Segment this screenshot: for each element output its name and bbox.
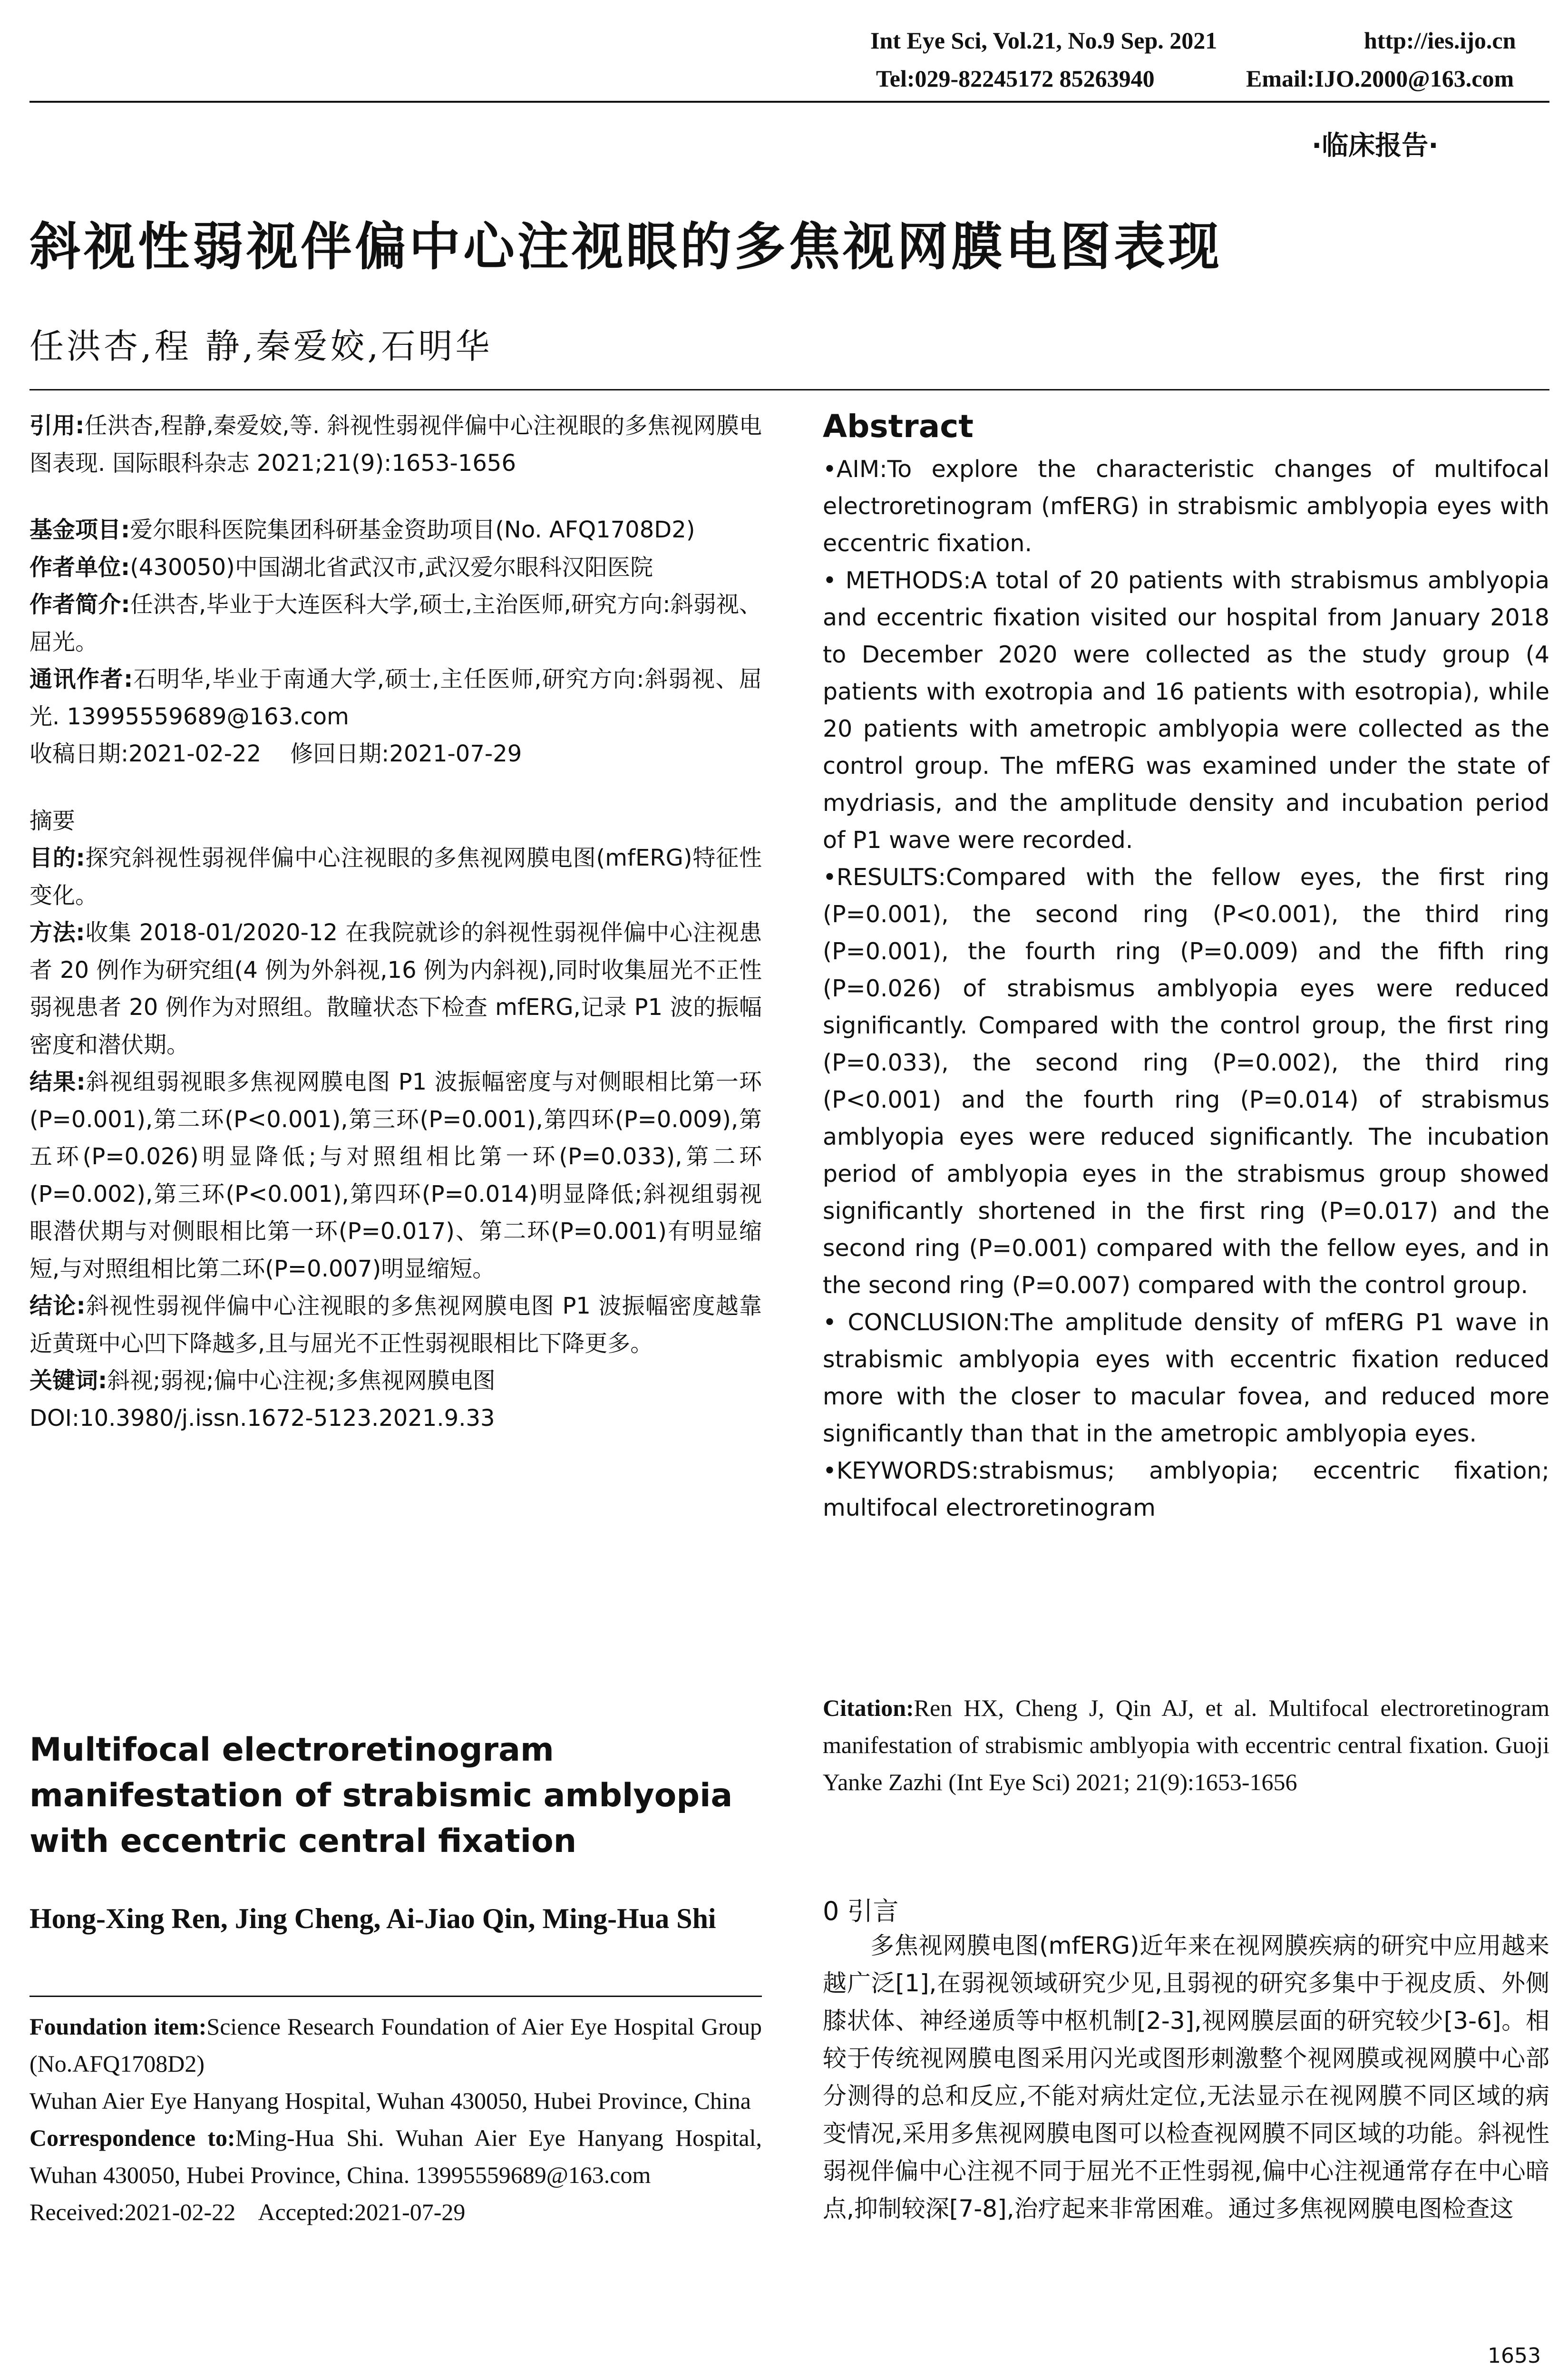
received-en: Received:2021-02-22 Accepted:2021-07-29 xyxy=(29,2199,466,2225)
abstract-heading-cn: 摘要 xyxy=(29,807,76,834)
header-rule xyxy=(29,101,1549,103)
intro-body: 多焦视网膜电图(mfERG)近年来在视网膜疾病的研究中应用越来越广泛[1],在弱视领域研究少见,且弱视的研究多集中于视皮质、外侧膝状体、神经递质等中枢机制[2-3],视网膜层面的研究较少[3-6]。相较于传统视网膜电图采用闪光或图形刺激整个视网膜或视网膜中心部分测得的总和反应,不能对病灶定位,无法显示在视网膜不同区域的病变情况,采用多焦视网膜电图可以检查视网膜不同区域的功能。斜视性弱视伴偏中心注视不同于屈光不正性弱视,偏中心注视通常存在中心暗点,抑制较深[7-8],治疗起来非常困难。通过多焦视网膜电图检查这 xyxy=(823,1932,1549,2222)
dates-cn: 收稿日期:2021-02-22 修回日期:2021-07-29 xyxy=(29,740,522,767)
conclusion-en: • CONCLUSION:The amplitude density of mfERG P1 wave in strabismic amblyopia eyes with eccentric fixation reduced more with the closer to macular fovea, and reduced more significantly than that in the ametropic amblyopia eyes. xyxy=(823,1309,1549,1447)
citation-en: Citation:Ren HX, Cheng J, Qin AJ, et al. Multifocal electroretinogram manifestation of strabismic amblyopia with eccentric central fixation. Guoji Yanke Zazhi (Int Eye Sci) 2021; 21(9):1653-1656 xyxy=(823,1695,1549,1795)
journal-tel: Tel:029-82245172 85263940 xyxy=(876,65,1155,92)
correspondence-cn: 通讯作者:石明华,毕业于南通大学,硕士,主任医师,研究方向:斜弱视、屈光. 13995559689@163.com xyxy=(29,666,762,730)
conclusion-cn: 结论:斜视性弱视伴偏中心注视眼的多焦视网膜电图 P1 波振幅密度越靠近黄斑中心凹下降越多,且与屈光不正性弱视眼相比下降更多。 xyxy=(29,1293,762,1357)
methods-en: • METHODS:A total of 20 patients with strabismus amblyopia and eccentric fixation visited our hospital from January 2018 to December 2020 were collected as the study group (4 patients with exotropia and 16 patients with esotropia), while 20 patients with ametropic amblyopia were collected as the control group. The mfERG was examined under the state of mydriasis, and the amplitude density and incubation period of P1 wave were recorded. xyxy=(823,567,1549,854)
results-en: •RESULTS:Compared with the fellow eyes, the first ring (P=0.001), the second ring (P<0.001), the third ring (P=0.001), the fourth ring (P=0.009) and the fifth ring (P=0.026) of strabismus amblyopia eyes were reduced significantly. Compared with the control group, the first ring (P=0.033), the second ring (P=0.002), the third ring (P<0.001) and the fourth ring (P=0.014) of strabismus amblyopia eyes were reduced significantly. The incubation period of amblyopia eyes in the strabismus group showed significantly shortened in the first ring (P=0.017) and the second ring (P=0.001) compared with the fellow eyes, and in the second ring (P=0.007) compared with the control group. xyxy=(823,864,1549,1299)
foundation-item-en: Foundation item:Science Research Foundation of Aier Eye Hospital Group (No.AFQ1708D2) xyxy=(29,2013,762,2077)
correspondence-en: Correspondence to:Ming-Hua Shi. Wuhan Aier Eye Hanyang Hospital, Wuhan 430050, Hubei Province, China. 13995559689@163.com xyxy=(29,2124,762,2188)
aim-cn: 目的:探究斜视性弱视伴偏中心注视眼的多焦视网膜电图(mfERG)特征性变化。 xyxy=(29,845,762,909)
methods-cn: 方法:收集 2018-01/2020-12 在我院就诊的斜视性弱视伴偏中心注视患者 20 例作为研究组(4 例为外斜视,16 例为内斜视),同时收集屈光不正性弱视患者 20 例作为对照组。散瞳状态下检查 mfERG,记录 P1 波的振幅密度和潜伏期。 xyxy=(29,919,762,1058)
author-unit: 作者单位:(430050)中国湖北省武汉市,武汉爱尔眼科汉阳医院 xyxy=(29,554,653,581)
english-authors-rule xyxy=(29,1996,762,1997)
abstract-title: Abstract xyxy=(823,408,974,445)
keywords-cn: 关键词:斜视;弱视;偏中心注视;多焦视网膜电图 xyxy=(29,1367,496,1394)
citation-cn: 引用:任洪杏,程静,秦爱姣,等. 斜视性弱视伴偏中心注视眼的多焦视网膜电图表现. 国际眼科杂志 2021;21(9):1653-1656 xyxy=(29,412,762,477)
aim-en: •AIM:To explore the characteristic changes of multifocal electroretinogram (mfERG) in strabismic amblyopia eyes with eccentric fixation. xyxy=(823,456,1549,557)
title-rule xyxy=(29,389,1549,390)
intro-heading: 0 引言 xyxy=(823,1896,899,1926)
fund-item: 基金项目:爱尔眼科医院集团科研基金资助项目(No. AFQ1708D2) xyxy=(29,516,695,543)
affiliation-en: Wuhan Aier Eye Hanyang Hospital, Wuhan 430050, Hubei Province, China xyxy=(29,2087,751,2114)
authors: 任洪杏,程 静,秦爱姣,石明华 xyxy=(29,326,493,366)
journal-info: Int Eye Sci, Vol.21, No.9 Sep. 2021 xyxy=(870,27,1217,54)
journal-email: Email:IJO.2000@163.com xyxy=(1246,65,1514,92)
english-authors: Hong-Xing Ren, Jing Cheng, Ai-Jiao Qin, Ming-Hua Shi xyxy=(29,1903,716,1934)
english-title: Multifocal electroretinogram manifestation of strabismic amblyopia with eccentric central fixation xyxy=(29,1731,733,1860)
journal-url[interactable]: http://ies.ijo.cn xyxy=(1364,27,1516,54)
keywords-en: •KEYWORDS:strabismus; amblyopia; eccentric fixation; multifocal electroretinogram xyxy=(823,1457,1549,1521)
page-number: 1653 xyxy=(1488,2344,1541,2368)
paper-title: 斜视性弱视伴偏中心注视眼的多焦视网膜电图表现 xyxy=(29,217,1223,277)
left-column-cn xyxy=(29,407,762,1437)
doi[interactable]: DOI:10.3980/j.issn.1672-5123.2021.9.33 xyxy=(29,1404,495,1432)
results-cn: 结果:斜视组弱视眼多焦视网膜电图 P1 波振幅密度与对侧眼相比第一环(P=0.001),第二环(P<0.001),第三环(P=0.001),第四环(P=0.009),第五环(P=0.026)明显降低;与对照组相比第一环(P=0.033),第二环(P=0.002),第三环(P<0.001),第四环(P=0.014)明显降低;斜视组弱视眼潜伏期与对侧眼相比第一环(P=0.017)、第二环(P=0.001)有明显缩短,与对照组相比第二环(P=0.007)明显缩短。 xyxy=(29,1069,762,1282)
author-bio: 作者简介:任洪杏,毕业于大连医科大学,硕士,主治医师,研究方向:斜弱视、屈光。 xyxy=(29,591,762,655)
english-front-matter xyxy=(29,2008,762,2231)
english-abstract xyxy=(823,451,1549,1527)
section-tag: ·临床报告· xyxy=(1312,130,1439,161)
